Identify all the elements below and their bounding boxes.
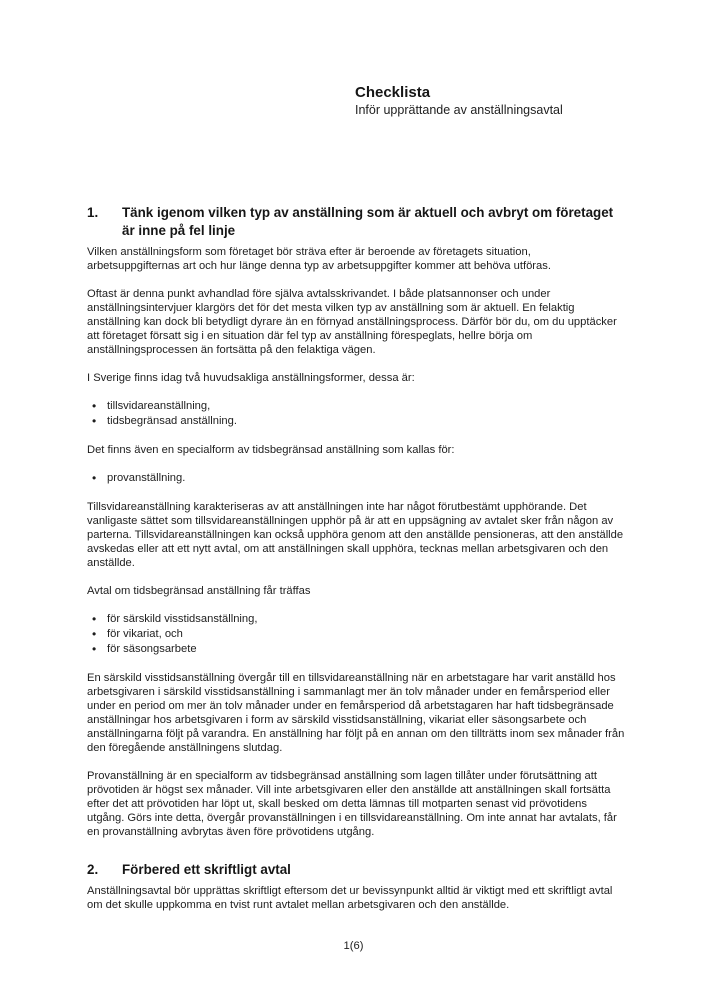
list-item: • för vikariat, och <box>87 627 625 642</box>
paragraph-s1-7: En särskild visstidsanställning övergår till en tillsvidareanställning när en arbetstagare har varit anställd hos arbetsgivaren i särskild visstidsanställning i sammanlagt mer än tolv månader under en femårsperiod eller under en period om mer än tolv månader under en femårsperiod då arbetstagaren har haft tidsbegränsade anställningar hos arbetsgivaren i form av särskild visstidsanställning, vikariat eller säsongsarbete och anställningarna följt på varandra. En anställning har följt på en annan om den tillträtts inom sex månader från den föregående anställningens slutdag. <box>87 672 625 754</box>
section-1-heading <box>87 204 625 240</box>
section-2-title: Förbered ett skriftligt avtal <box>122 862 291 877</box>
list-item: • för säsongsarbete <box>87 642 625 657</box>
paragraph-s1-4: Det finns även en specialform av tidsbegränsad anställning som kallas för: <box>87 444 455 456</box>
fixed-term-list <box>87 612 625 657</box>
section-1-number: 1. <box>87 205 99 220</box>
paragraph-s1-2: Oftast är denna punkt avhandlad före själva avtalsskrivandet. I både platsannonser och under anställningsintervjuer klargörs det för det mesta vilken typ av anställning som är aktuell. En felaktig anställning kan dock bli betydligt dyrare än en förnyad anställningsprocess. Därför bör du, om du upptäcker att företaget försatt sig i en situation där fel typ av anställning förespeglats, hellre börja om anställningsprocessen än fortsätta på den felaktiga vägen. <box>87 288 617 356</box>
paragraph-s1-1: Vilken anställningsform som företaget bör sträva efter är beroende av företagets situation, arbetsuppgifternas art och hur länge denna typ av arbetsuppgifter kommer att behöva utföras. <box>87 246 551 272</box>
section-1-title: Tänk igenom vilken typ av anställning som är aktuell och avbryt om företaget är inne på fel linje <box>122 205 614 238</box>
document-title: Checklista <box>355 84 431 101</box>
document-header <box>355 83 563 118</box>
paragraph-s1-8: Provanställning är en specialform av tidsbegränsad anställning som lagen tillåter under förutsättning att prövotiden är högst sex månader. Vill inte arbetsgivaren eller den anställde att anställningen skall fortsätta efter det att prövotiden har löpt ut, skall besked om detta lämnas till motparten senast vid prövotidens utgång. Görs inte detta, övergår provanställningen i en tillsvidareanställning. Om inte annat har avtalats, får en provanställning avbrytas även före prövotidens utgång. <box>87 770 617 838</box>
section-2-heading <box>87 861 625 879</box>
paragraph-s1-5: Tillsvidareanställning karakteriseras av att anställningen inte har något förutbestämt upphörande. Det vanligaste sättet som tillsvidareanställningen upphör på är att en uppsägning av avtalet sker från någon av parterna. Tillsvidareanställningen kan också upphöra genom att den anställde pensioneras, att den anställde avskedas eller att ett nytt avtal, om att anställningen skall upphöra, tecknas mellan arbetsgivaren och den anställde. <box>87 501 624 569</box>
page-footer <box>0 939 707 953</box>
list-item: • provanställning. <box>87 471 625 486</box>
paragraph-s1-3: I Sverige finns idag två huvudsakliga anställningsformer, dessa är: <box>87 372 415 384</box>
paragraph-s1-6: Avtal om tidsbegränsad anställning får träffas <box>87 585 311 597</box>
section-2-number: 2. <box>87 862 99 877</box>
special-form-list <box>87 471 625 486</box>
document-body <box>87 204 625 912</box>
paragraph-s2-1: Anställningsavtal bör upprättas skriftligt eftersom det ur bevissynpunkt alltid är viktigt med ett skriftligt avtal om det skulle uppkomma en tvist runt avtalet mellan arbetsgivaren och den anställde. <box>87 885 613 911</box>
page-number: 1(6) <box>343 940 364 952</box>
list-item: • tillsvidareanställning, <box>87 399 625 414</box>
document-subtitle: Inför upprättande av anställningsavtal <box>355 103 563 117</box>
list-item: • tidsbegränsad anställning. <box>87 414 625 429</box>
employment-forms-list <box>87 399 625 429</box>
list-item: • för särskild visstidsanställning, <box>87 612 625 627</box>
